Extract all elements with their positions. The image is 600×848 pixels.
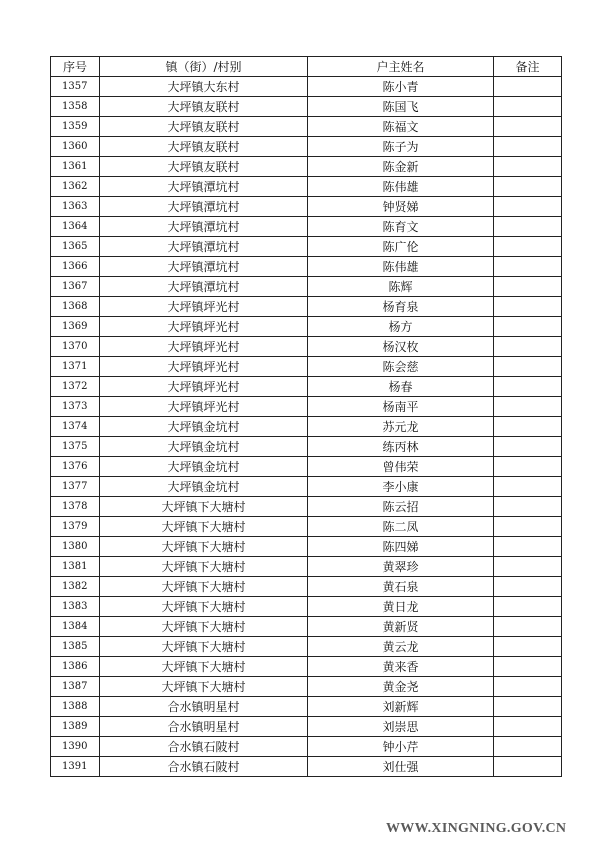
cell-town-village: 大坪镇友联村 [100, 157, 308, 177]
cell-remark [494, 277, 562, 297]
cell-remark [494, 577, 562, 597]
cell-remark [494, 717, 562, 737]
cell-remark [494, 77, 562, 97]
cell-remark [494, 397, 562, 417]
table-row [51, 217, 562, 237]
cell-householder: 钟贤娣 [308, 197, 494, 217]
cell-householder: 陈辉 [308, 277, 494, 297]
cell-remark [494, 537, 562, 557]
cell-town-village: 大坪镇下大塘村 [100, 657, 308, 677]
table-row [51, 257, 562, 277]
cell-householder: 杨春 [308, 377, 494, 397]
cell-town-village: 大坪镇友联村 [100, 97, 308, 117]
cell-householder: 陈国飞 [308, 97, 494, 117]
table-row [51, 537, 562, 557]
cell-seq: 1358 [51, 97, 100, 117]
cell-remark [494, 437, 562, 457]
header-town-village: 镇（街）/村别 [100, 57, 308, 77]
cell-town-village: 合水镇明星村 [100, 717, 308, 737]
cell-remark [494, 137, 562, 157]
cell-town-village: 大坪镇坪光村 [100, 317, 308, 337]
table-row [51, 117, 562, 137]
table-row [51, 457, 562, 477]
cell-householder: 陈伟雄 [308, 257, 494, 277]
table-row [51, 637, 562, 657]
header-householder: 户主姓名 [308, 57, 494, 77]
cell-remark [494, 737, 562, 757]
cell-householder: 陈小青 [308, 77, 494, 97]
cell-remark [494, 497, 562, 517]
cell-seq: 1367 [51, 277, 100, 297]
table-body [51, 77, 562, 777]
cell-seq: 1371 [51, 357, 100, 377]
cell-town-village: 大坪镇大东村 [100, 77, 308, 97]
cell-seq: 1365 [51, 237, 100, 257]
cell-remark [494, 237, 562, 257]
cell-householder: 黄金尧 [308, 677, 494, 697]
cell-town-village: 大坪镇坪光村 [100, 337, 308, 357]
cell-remark [494, 197, 562, 217]
cell-remark [494, 597, 562, 617]
cell-householder: 杨育泉 [308, 297, 494, 317]
cell-householder: 黄云龙 [308, 637, 494, 657]
table-row [51, 237, 562, 257]
cell-seq: 1388 [51, 697, 100, 717]
cell-town-village: 大坪镇潭坑村 [100, 197, 308, 217]
cell-town-village: 大坪镇下大塘村 [100, 577, 308, 597]
table-row [51, 697, 562, 717]
table-row [51, 617, 562, 637]
cell-remark [494, 177, 562, 197]
cell-seq: 1376 [51, 457, 100, 477]
website-watermark: WWW.XINGNING.GOV.CN [386, 821, 567, 836]
cell-seq: 1360 [51, 137, 100, 157]
cell-town-village: 大坪镇下大塘村 [100, 677, 308, 697]
cell-householder: 陈四娣 [308, 537, 494, 557]
cell-householder: 杨南平 [308, 397, 494, 417]
cell-remark [494, 97, 562, 117]
cell-town-village: 大坪镇金坑村 [100, 477, 308, 497]
table-row [51, 197, 562, 217]
cell-seq: 1377 [51, 477, 100, 497]
householder-table [50, 56, 562, 777]
table-row [51, 137, 562, 157]
cell-seq: 1363 [51, 197, 100, 217]
cell-seq: 1379 [51, 517, 100, 537]
cell-householder: 陈云招 [308, 497, 494, 517]
cell-town-village: 大坪镇坪光村 [100, 397, 308, 417]
cell-householder: 陈金新 [308, 157, 494, 177]
table-row [51, 597, 562, 617]
cell-seq: 1390 [51, 737, 100, 757]
cell-householder: 陈育文 [308, 217, 494, 237]
cell-seq: 1375 [51, 437, 100, 457]
cell-seq: 1382 [51, 577, 100, 597]
table-row [51, 97, 562, 117]
cell-householder: 陈广伦 [308, 237, 494, 257]
cell-remark [494, 757, 562, 777]
cell-seq: 1380 [51, 537, 100, 557]
cell-householder: 陈伟雄 [308, 177, 494, 197]
cell-seq: 1366 [51, 257, 100, 277]
cell-town-village: 大坪镇下大塘村 [100, 537, 308, 557]
cell-seq: 1359 [51, 117, 100, 137]
cell-town-village: 合水镇明星村 [100, 697, 308, 717]
cell-town-village: 大坪镇潭坑村 [100, 277, 308, 297]
cell-householder: 钟小芹 [308, 737, 494, 757]
cell-seq: 1383 [51, 597, 100, 617]
cell-remark [494, 557, 562, 577]
table-header-row [51, 57, 562, 77]
table-row [51, 357, 562, 377]
cell-remark [494, 697, 562, 717]
table-row [51, 77, 562, 97]
cell-town-village: 合水镇石陂村 [100, 737, 308, 757]
table-row [51, 317, 562, 337]
cell-remark [494, 457, 562, 477]
table-row [51, 417, 562, 437]
table-row [51, 717, 562, 737]
cell-remark [494, 117, 562, 137]
cell-town-village: 合水镇石陂村 [100, 757, 308, 777]
cell-householder: 黄来香 [308, 657, 494, 677]
cell-remark [494, 477, 562, 497]
table-row [51, 177, 562, 197]
cell-town-village: 大坪镇友联村 [100, 117, 308, 137]
cell-remark [494, 657, 562, 677]
table-row [51, 677, 562, 697]
cell-remark [494, 297, 562, 317]
cell-householder: 李小康 [308, 477, 494, 497]
cell-seq: 1374 [51, 417, 100, 437]
cell-householder: 刘崇思 [308, 717, 494, 737]
cell-seq: 1389 [51, 717, 100, 737]
table-row [51, 557, 562, 577]
cell-town-village: 大坪镇下大塘村 [100, 517, 308, 537]
header-seq: 序号 [51, 57, 100, 77]
cell-town-village: 大坪镇下大塘村 [100, 497, 308, 517]
cell-remark [494, 317, 562, 337]
table-row [51, 377, 562, 397]
cell-householder: 黄翠珍 [308, 557, 494, 577]
table-row [51, 657, 562, 677]
cell-remark [494, 357, 562, 377]
cell-town-village: 大坪镇潭坑村 [100, 217, 308, 237]
cell-seq: 1384 [51, 617, 100, 637]
cell-householder: 杨方 [308, 317, 494, 337]
cell-remark [494, 377, 562, 397]
cell-remark [494, 337, 562, 357]
cell-seq: 1368 [51, 297, 100, 317]
cell-town-village: 大坪镇金坑村 [100, 437, 308, 457]
cell-town-village: 大坪镇下大塘村 [100, 557, 308, 577]
cell-householder: 陈会慈 [308, 357, 494, 377]
cell-seq: 1387 [51, 677, 100, 697]
cell-remark [494, 417, 562, 437]
table-row [51, 397, 562, 417]
cell-town-village: 大坪镇友联村 [100, 137, 308, 157]
cell-town-village: 大坪镇坪光村 [100, 297, 308, 317]
cell-remark [494, 637, 562, 657]
cell-remark [494, 157, 562, 177]
cell-seq: 1361 [51, 157, 100, 177]
cell-householder: 苏元龙 [308, 417, 494, 437]
cell-householder: 陈福文 [308, 117, 494, 137]
cell-householder: 陈二凤 [308, 517, 494, 537]
cell-householder: 刘仕强 [308, 757, 494, 777]
cell-householder: 杨汉枚 [308, 337, 494, 357]
table-row [51, 437, 562, 457]
cell-seq: 1385 [51, 637, 100, 657]
table-row [51, 497, 562, 517]
table-row [51, 477, 562, 497]
cell-seq: 1369 [51, 317, 100, 337]
cell-householder: 黄新贤 [308, 617, 494, 637]
cell-town-village: 大坪镇潭坑村 [100, 237, 308, 257]
cell-seq: 1364 [51, 217, 100, 237]
table-row [51, 517, 562, 537]
cell-seq: 1372 [51, 377, 100, 397]
cell-remark [494, 517, 562, 537]
cell-seq: 1362 [51, 177, 100, 197]
cell-seq: 1386 [51, 657, 100, 677]
table-row [51, 757, 562, 777]
cell-town-village: 大坪镇下大塘村 [100, 637, 308, 657]
cell-householder: 曾伟荣 [308, 457, 494, 477]
table-row [51, 297, 562, 317]
table-row [51, 277, 562, 297]
cell-householder: 陈子为 [308, 137, 494, 157]
cell-town-village: 大坪镇潭坑村 [100, 257, 308, 277]
cell-seq: 1370 [51, 337, 100, 357]
table-row [51, 157, 562, 177]
cell-town-village: 大坪镇坪光村 [100, 377, 308, 397]
cell-remark [494, 677, 562, 697]
cell-seq: 1357 [51, 77, 100, 97]
cell-remark [494, 257, 562, 277]
cell-town-village: 大坪镇下大塘村 [100, 617, 308, 637]
cell-town-village: 大坪镇下大塘村 [100, 597, 308, 617]
cell-remark [494, 217, 562, 237]
cell-remark [494, 617, 562, 637]
cell-town-village: 大坪镇潭坑村 [100, 177, 308, 197]
cell-town-village: 大坪镇坪光村 [100, 357, 308, 377]
table-row [51, 337, 562, 357]
cell-seq: 1381 [51, 557, 100, 577]
table-row [51, 577, 562, 597]
cell-householder: 练丙林 [308, 437, 494, 457]
cell-seq: 1378 [51, 497, 100, 517]
cell-householder: 黄石泉 [308, 577, 494, 597]
cell-householder: 黄日龙 [308, 597, 494, 617]
cell-town-village: 大坪镇金坑村 [100, 457, 308, 477]
cell-householder: 刘新辉 [308, 697, 494, 717]
cell-seq: 1373 [51, 397, 100, 417]
header-remarks: 备注 [494, 57, 562, 77]
cell-seq: 1391 [51, 757, 100, 777]
cell-town-village: 大坪镇金坑村 [100, 417, 308, 437]
table-row [51, 737, 562, 757]
